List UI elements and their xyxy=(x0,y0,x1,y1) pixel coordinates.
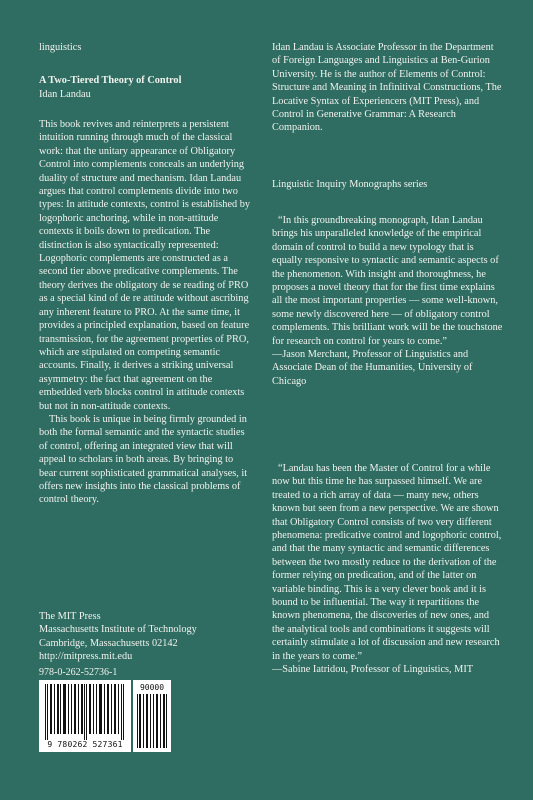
category-label: linguistics xyxy=(39,42,82,53)
description-paragraph-1: This book revives and reinterprets a persistent intuition running through much of the classical work: that the unitary appearance of Obligatory Control into complements conceals an underlying duality of structure and mechanism. Idan Landau argues that control complements divide into two types: In attitude contexts, control is established by logophoric anchoring, while in non-attitude contexts it boils down to predication. The distinction is also syntactically represented: Logophoric complements are constructed as a second tier above predicative complements. The theory derives the obligatory de se reading of PRO as a special kind of de re attitude without ascribing any inherent feature to PRO. At the same time, it provides a principled explanation, based on feature transmission, for the agreement properties of PRO, which are stipulated on competing semantic accounts. Finally, it derives a striking universal asymmetry: the fact that agreement on the embedded verb blocks control in attitude contexts but not in non-attitude contexts. xyxy=(39,119,251,412)
ean-bars xyxy=(39,680,131,740)
blurb-2 xyxy=(272,462,504,677)
book-title: A Two-Tiered Theory of Control xyxy=(39,75,182,86)
supplement-bars xyxy=(133,680,171,752)
book-author: Idan Landau xyxy=(39,89,91,100)
isbn-text: 978-0-262-52736-1 xyxy=(39,667,118,678)
ean-digits: 9 780262 527361 xyxy=(47,740,123,749)
right-column xyxy=(272,0,504,800)
blurb-1 xyxy=(272,214,504,388)
publisher-block xyxy=(39,610,251,664)
description-paragraph-2: This book is unique in being firmly grounded in both the formal semantic and the syntactic studies of control, offering an integrated view that will appeal to scholars in both areas. By bringing to bear current sophisticated grammatical analyses, it offers new insights into the classical problems of control theory. xyxy=(39,413,248,506)
publisher-name: The MIT Press xyxy=(39,611,101,622)
publisher-url: http://mitpress.mit.edu xyxy=(39,651,133,663)
barcode xyxy=(39,680,171,752)
ean-barcode xyxy=(39,680,131,752)
series-label: Linguistic Inquiry Monographs series xyxy=(272,179,428,190)
supplement-barcode xyxy=(133,680,171,752)
blurb-1-quote: “In this groundbreaking monograph, Idan Landau brings his unparalleled knowledge of the empirical domain of control to build a new typology that is equally responsive to syntactic and semantic aspects of the phenomenon. With insight and thoroughness, he proposes a novel theory that for the first time explains all the most important properties — some well-known, some newly discovered here — of obligatory control complements. This brilliant work will be the touchstone for research on control for years to come.” xyxy=(272,215,503,347)
publisher-institution: Massachusetts Institute of Technology xyxy=(39,624,197,636)
blurb-2-quote: “Landau has been the Master of Control for a while now but this time he has surpassed himself. We are treated to a rich array of data — many new, others known but seen from a new perspective. We are shown that Obligatory Control consists of two very different phenomena: predicative control and logophoric control, and that the many syntactic and semantic differences between the two mostly reduce to the derivation of the former relying on predication, and of the latter on variable binding. This is a very clever book and it is bound to be influential. The way it repartitions the known phenomena, the discoveries of new ones, and the analytical tools and combinations it suggests will certainly stimulate a lot of discussion and new research in the years to come.” xyxy=(272,463,502,662)
description xyxy=(39,118,251,507)
blurb-2-attribution: —Sabine Iatridou, Professor of Linguistics, MIT xyxy=(272,664,474,676)
author-bio: Idan Landau is Associate Professor in the Department of Foreign Languages and Linguistics at Ben-Gurion University. He is the author of Elements of Control: Structure and Meaning in Infinitival Constructions, The Locative Syntax of Experiencers (MIT Press), and Control in Generative Grammar: A Research Companion. xyxy=(272,42,502,134)
blurb-1-attribution: —Jason Merchant, Professor of Linguistics and Associate Dean of the Humanities, University of Chicago xyxy=(272,349,473,387)
supplement-digits: 90000 xyxy=(139,683,165,692)
publisher-address: Cambridge, Massachusetts 02142 xyxy=(39,637,178,649)
